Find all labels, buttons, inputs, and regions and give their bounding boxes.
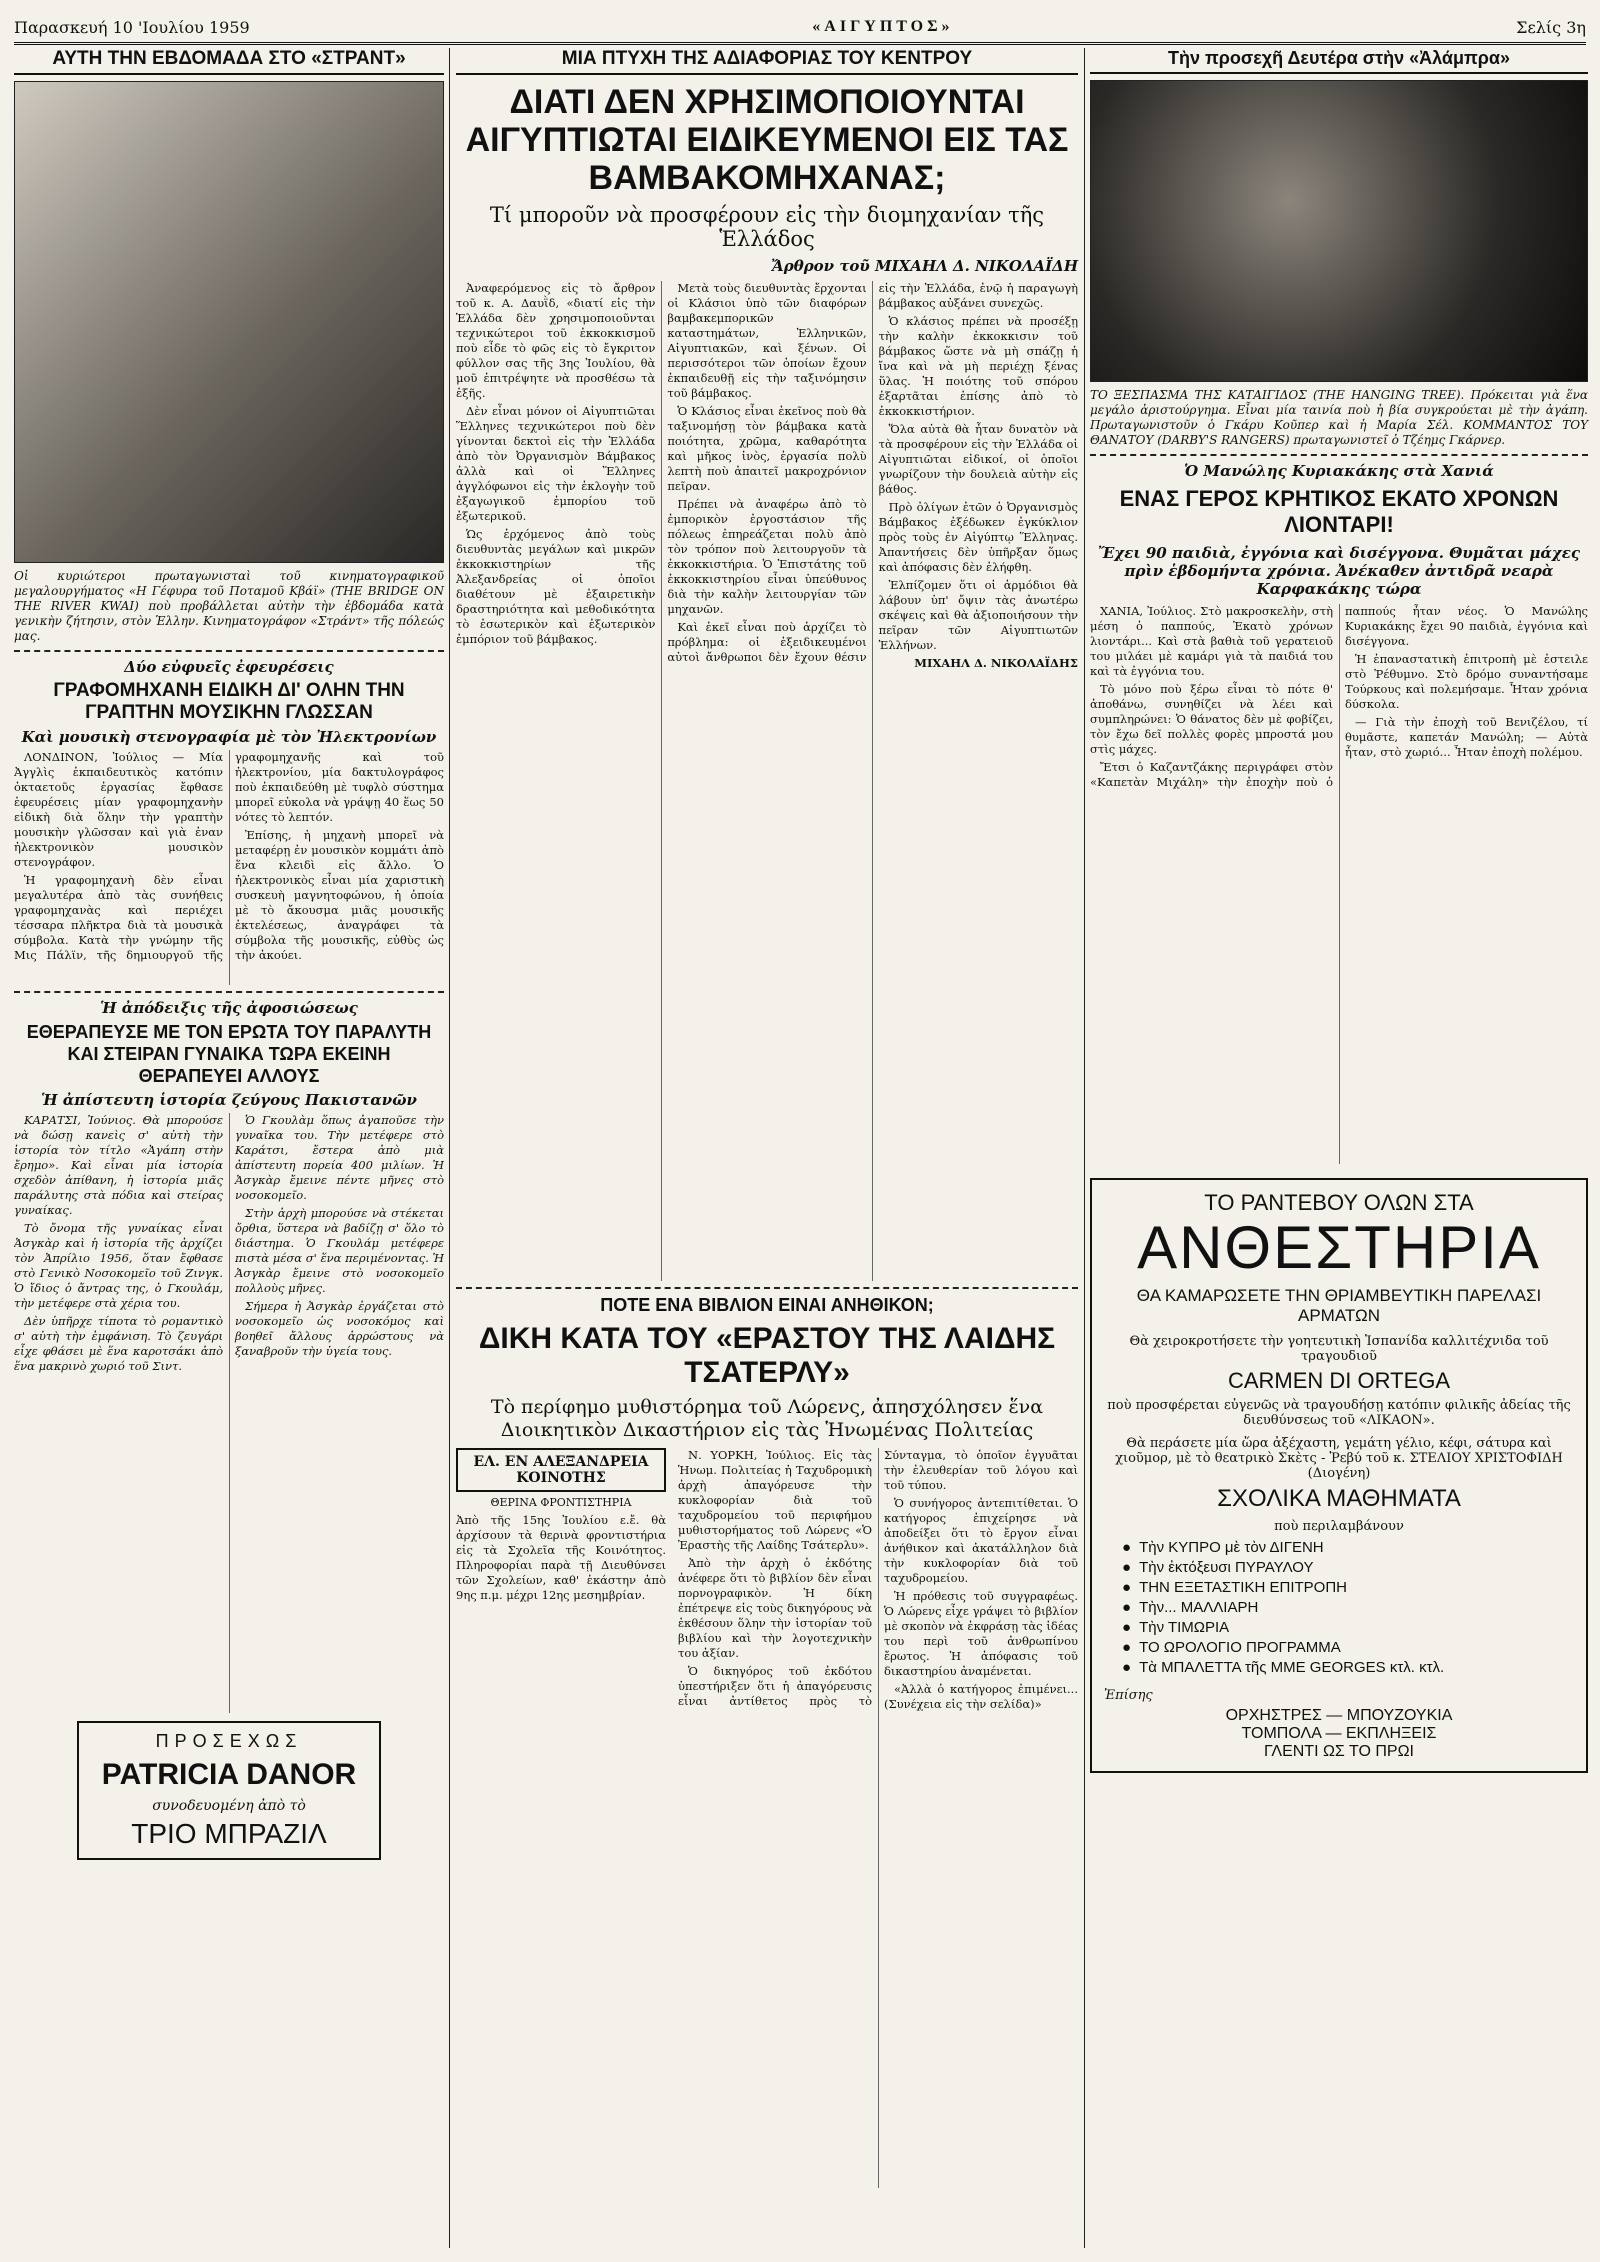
love-subheading: Ἡ ἀπίστευτη ἱστορία ζεύγους Πακιστανῶν [41, 1091, 417, 1109]
ad-line3: ποὺ προσφέρεται εὐγενῶς νὰ τραγουδήσῃ κατόπιν φιλικῆς ἀδείας τῆς διευθύνσεως τοῦ «ΛΙΚΑΟΝ». [1107, 1398, 1571, 1428]
list-item: ● Τὴν... ΜΑΛΛΙΑΡΗ [1122, 1598, 1574, 1618]
ad-line4: Θὰ περάσετε μία ὥρα ἀξέχαστη, γεμάτη γέλιο, κέφι, σάτυρα καὶ χιοῦμορ, μὲ τὸ θεατρικὸ Σκὲτς - Ῥεβύ τοῦ κ. ΣΤΕΛΙΟΥ ΧΡΙΣΤΟΦΙΔΗ (Διογένη) [1115, 1436, 1563, 1481]
paragraph: Ἀπὸ τὴν ἀρχὴ ὁ ἐκδότης ἀνέφερε ὅτι τὸ βιβλίον δὲν εἶναι πορνογραφικὸν. Ἡ δίκη ἐπέτρεψε εἰς τοὺς δικηγόρους νὰ ἐκθέσουν ὅλην τὴν ἱστορίαν τοῦ βιβλίου καὶ τὴν λογοτεχνικὴν του ἀξίαν. [678, 1556, 872, 1660]
alhambra-caption: ΤΟ ΞΕΣΠΑΣΜΑ ΤΗΣ ΚΑΤΑΙΓΙΔΟΣ (THE HANGING TREE). Πρόκειται γιὰ ἕνα μεγάλο ἀριστούργημα. Εἶναι μία ταινία ποὺ ἡ βία συγκρούεται μὲ τὴν ἀγάπη. Πρωταγωνιστοῦν ὁ Γκάρυ Κοῦπερ καὶ ἡ Μαρία Σέλ. ΚΟΜΜΑΝΤΟΣ ΤΟΥ ΘΑΝΑΤΟΥ (DARBY'S RANGERS) πρωταγωνιστεῖ ὁ Τζέημς Γκάρνερ. [1090, 388, 1588, 447]
paragraph: Ὁ Γκουλὰμ ὅπως ἀγαποῦσε τὴν γυναῖκα του. Τὴν μετέφερε στὸ Καράτσι, ἔστερα ἀπὸ μιὰ ἀπίστευτη πορεία 400 μιλίων. Ἡ Ἀσγκὰρ ἔμεινε πέντε μῆνες στὸ νοσοκομεῖο. [235, 1113, 444, 1202]
ad-also: Ἐπίσης [1104, 1688, 1153, 1703]
love-heading: ΕΘΕΡΑΠΕΥΣΕ ΜΕ ΤΟΝ ΕΡΩΤΑ ΤΟΥ ΠΑΡΑΛΥΤΗ ΚΑΙ ΣΤΕΙΡΑΝ ΓΥΝΑΙΚΑ ΤΩΡΑ ΕΚΕΙΝΗ ΘΕΡΑΠΕΥΕΙ ΑΛΛΟΥΣ [26, 1022, 432, 1086]
divider [14, 991, 444, 993]
cretan-heading: ΕΝΑΣ ΓΕΡΟΣ ΚΡΗΤΙΚΟΣ ΕΚΑΤΟ ΧΡΟΝΩΝ ΛΙΟΝΤΑΡΙ! [1119, 486, 1559, 537]
ad-top: ΤΟ ΡΑΝΤΕΒΟΥ ΟΛΩΝ ΣΤΑ [1204, 1190, 1474, 1215]
paragraph: Ὁ Κλάσιος εἶναι ἐκεῖνος ποὺ θὰ ταξινομήσῃ τὸν βάμβακα κατὰ ποιότητα, χρῶμα, καθαρότητα καὶ μῆκος ἰνὸς, ἐργασία πολὺ λεπτὴ ποὺ ἀπαιτεῖ μακροχρόνιον πεῖραν. [667, 404, 867, 493]
page-number: Σελίς 3η [1516, 17, 1586, 37]
ad-with: συνοδευομένη ἀπὸ τὸ [152, 1798, 306, 1814]
paragraph: ΧΑΝΙΑ, Ἰούλιος. Στὸ μακροσκελὴν, στὴ μέση ὁ παππούς, Ἑκατὸ χρόνων λιοντάρι... Καὶ στὰ βαθιὰ τοῦ γερατειοῦ του μιλάει μὲ καμάρι γιὰ τὰ παιδιά του καὶ τὰ ἐγγόνια του. [1090, 604, 1333, 678]
cotton-byline: Ἄρθρον τοῦ ΜΙΧΑΗΛ Δ. ΝΙΚΟΛΑΪΔΗ [771, 257, 1078, 275]
inventions-heading: ΓΡΑΦΟΜΗΧΑΝΗ ΕΙΔΙΚΗ ΔΙ' ΟΛΗΝ ΤΗΝ ΓΡΑΠΤΗΝ ΜΟΥΣΙΚΗΝ ΓΛΩΣΣΑΝ [53, 680, 405, 723]
paragraph: Σήμερα ἡ Ἀσγκὰρ ἐργάζεται στὸ νοσοκομεῖο ὡς νοσοκόμος καὶ βοηθεῖ ἄλλους ἀρρώστους νὰ ξαναβροῦν τὴν ὑγεία τους. [235, 1299, 444, 1358]
paragraph: Τὸ μόνο ποὺ ξέρω εἶναι τὸ πότε θ' ἀποθάνω, συνηθίζει νὰ λέει καὶ συμπληρώνει: Ὁ θάνατος δὲν μὲ φοβίζει, τὸν ἔχω δεῖ πολλὲς φορὲς μπροστά μου στὶς μάχες. [1090, 682, 1333, 756]
column-rule [449, 48, 450, 2248]
paragraph: Ἡ γραφομηχανὴ δὲν εἶναι μεγαλυτέρα ἀπὸ τὰς συνήθεις γραφομηχανὰς καὶ περιέχει τέσσαρα πλῆκτρα διὰ τὰ μουσικὰ σύμβολα. Κατὰ τὴν γνώμην τῆς Μις Πάλϊν, τῆς δημιουργοῦ τῆς γραφομηχανῆς καὶ τοῦ ἠλεκτρονίου, μία δακτυλογράφος ποὺ ἐκπαιδεύθη μὲ τυφλὸ σύστημα μπορεῖ εὐκολα νὰ γράψῃ 40 ἕως 50 νότες τὸ λεπτόν. [14, 750, 444, 962]
ad-footer2: ΤΟΜΠΟΛΑ — ΕΚΠΛΗΞΕΙΣ [1241, 1725, 1437, 1742]
paragraph: Ἀναφερόμενος εἰς τὸ ἄρθρον τοῦ κ. Α. Δαυῒδ, «διατί εἰς τὴν Ἑλλάδα δὲν χρησιμοποιοῦνται τεχνικώτεροι τοῦ ἐκκοκκισμοῦ ποὺ εἶδε τὸ φῶς εἰς τὸ ἔγκριτον φύλλον σας τῆς 3ης Ἰουλίου, θὰ μοῦ ἐπιτρέψητε νὰ προσθέσω τὰ ἑξῆς. [456, 281, 656, 400]
paragraph: Ἐλπίζομεν ὅτι οἱ ἁρμόδιοι θὰ λάβουν ὑπ' ὄψιν τὰς ἀνωτέρω σκέψεις καὶ θὰ ἀξιοποιήσουν τὴν πεῖραν τῶν Αἰγυπτιωτῶν Ἑλλήνων. [878, 578, 1078, 652]
danor-ad [77, 1721, 381, 1860]
paragraph: ΚΑΡΑΤΣΙ, Ἰούνιος. Θὰ μπορούσε νὰ δώσῃ κανεὶς σ' αὐτὴ τὴν ἱστορία τὸν τίτλο «Ἀγάπη στὴν ἔρημο». Καὶ εἶναι μία ἱστορία σχεδὸν ἀπίθανη, ἡ ἱστορία μιᾶς παράλυτης στὰ πόδια καὶ στείρας γυναίκας. [14, 1113, 223, 1217]
paragraph: «Ἀλλὰ ὁ κατήγορος ἐπιμένει... (Συνέχεια εἰς τὴν σελίδα)» [884, 1682, 1078, 1711]
inventions-subheading: Καὶ μουσικὴ στενογραφία μὲ τὸν Ἠλεκτρονίων [21, 728, 437, 746]
ad-sketch: ΣΧΟΛΙΚΑ ΜΑΘΗΜΑΤΑ [1217, 1485, 1461, 1512]
paragraph: ΛΟΝΔΙΝΟΝ, Ἰούλιος — Μία Ἀγγλὶς ἐκπαιδευτικὸς κατόπιν ὀκταετοῦς ἐργασίας ἔφθασε ἑφευρέσεις μίαν γραφομηχανὴν εἰδικὴ διὰ ὅλην τὴν γραπτὴν μουσικὴν γλῶσσαν καὶ γιὰ ἐναν ἠλεκτρονικὸν μουσικὸν στενογράφον. [14, 750, 223, 869]
center-column [456, 48, 1078, 2188]
alex-body: Ἀπὸ τῆς 15ης Ἰουλίου ε.ἔ. θὰ ἀρχίσουν τὰ θερινὰ φροντιστήρια εἰς τὰ Σχολεῖα τῆς Κοινότητος. Πληροφορίαι παρὰ τῇ Διευθύνσει τῶν Σχολείων, καθ' ἑκάστην ἀπὸ 9ης π.μ. μέχρι 12ης μεσημβρίαν. [456, 1513, 666, 1602]
ad-footer3: ΓΛΕΝΤΙ ΩΣ ΤΟ ΠΡΩΙ [1264, 1743, 1414, 1760]
lady-kicker: ΠΟΤΕ ΕΝΑ ΒΙΒΛΙΟΝ ΕΙΝΑΙ ΑΝΗΘΙΚΟΝ; [600, 1295, 934, 1315]
list-item: ● Τὰ ΜΠΑΛΕΤΤΑ τῆς ΜΜΕ GEORGES κτλ. κτλ. [1122, 1658, 1574, 1678]
divider [456, 1287, 1078, 1289]
paragraph: Ὁ κλάσιος πρέπει νὰ προσέξῃ τὴν καλὴν ἐκκοκκισιν τοῦ βάμβακος ὥστε νὰ μὴ σπάζῃ ἡ ἴνα καὶ νὰ μὴ περιέχῃ ξένας ὕλας. Ἡ ποιότης τοῦ σπόρου ἐξαρτᾶται ἐπίσης ἀπὸ τὸ ἐκκοκκιστήριον. [878, 314, 1078, 418]
column-rule [1084, 48, 1085, 2248]
masthead [14, 12, 1586, 45]
strand-heading: ΑΥΤΗ ΤΗΝ ΕΒΔΟΜΑΔΑ ΣΤΟ «ΣΤΡΑΝΤ» [14, 48, 444, 75]
lady-area [456, 1448, 1078, 2188]
paragraph: Ἡ ἐπαναστατικὴ ἐπιτροπὴ μὲ ἐστειλε στὸ Ῥέθυμνο. Στὸ δρόμο συναντήσαμε Τούρκους καὶ πολεμήσαμε. Ἦταν χρόνια δύσκολα. [1345, 652, 1588, 711]
list-item: ● Τὴν ΚΥΠΡΟ μὲ τὸν ΔΙΓΕΝΗ [1122, 1538, 1574, 1558]
right-column [1090, 48, 1588, 1773]
cotton-subhead: Τί μποροῦν νὰ προσφέρουν εἰς τὴν διομηχανίαν τῆς Ἑλλάδος [489, 203, 1045, 251]
ad-line2: Θὰ χειροκροτήσετε τὴν γοητευτικὴ Ἱσπανίδα καλλιτέχνιδα τοῦ τραγουδιοῦ [1129, 1334, 1549, 1364]
cotton-body [456, 281, 1078, 1281]
paragraph: Ἔτσι ὁ Καζαντζάκης περιγράφει στὸν «Καπετὰν Μιχάλη» τὴν ἐποχὴν ποὺ ὁ παππούς ἦταν νέος. Ὁ Μανώλης Κυριακάκης ἔχει 90 παιδιὰ, ἐγγόνια καὶ δισέγγονα. [1090, 604, 1588, 789]
paragraph: — Γιὰ τὴν ἐποχὴ τοῦ Βενιζέλου, τί θυμᾶστε, καπετάν Μανώλη; — Αὐτὰ ἦταν, στὸ χωριό... Ἦταν ἐποχὴ πολέμου. [1345, 715, 1588, 759]
inventions-kicker: Δύο εὐφυεῖς ἐφευρέσεις [124, 658, 334, 676]
signature: ΜΙΧΑΗΛ Δ. ΝΙΚΟΛΑΪΔΗΣ [914, 656, 1078, 670]
paragraph: Δὲν εἶναι μόνον οἱ Αἰγυπτιῶται Ἕλληνες τεχνικώτεροι ποὺ δὲν γίνονται δεκτοὶ εἰς τὴν Ἑλλάδα ἀπὸ τὸν Ὀργανισμὸν Βάμβακος ἀλλὰ καὶ οἱ Ἕλληνες ἀγγλόφωνοι εἰς τὴν ἐκλογὴν τοῦ ἐξαγωγικοῦ ἐμπορίου τοῦ ἐξωτερικοῦ. [456, 404, 656, 523]
alex-heading: ΕΛ. ΕΝ ΑΛΕΞΑΝΔΡΕΙΑ ΚΟΙΝΟΤΗΣ [456, 1448, 666, 1492]
paragraph: Ἡ πρόθεσις τοῦ συγγραφέως. Ὁ Λώρενς εἶχε γράψει τὸ βιβλίον μὲ σκοπὸν νὰ ἐκφράσῃ τὰς ἰδέας του περὶ τοῦ ἀνθρωπίνου ἔρωτος. Ἡ ἀπόφασις τοῦ δικαστηρίου ἀναμένεται. [884, 1589, 1078, 1678]
list-item: ● Τὴν ΤΙΜΩΡΙΑ [1122, 1618, 1574, 1638]
divider [14, 650, 444, 652]
ad-title: ΑΝΘΕΣΤΗΡΙΑ [1137, 1214, 1541, 1281]
paragraph: Ἐπίσης, ἡ μηχανὴ μπορεῖ νὰ μεταφέρῃ ἐν μουσικὸν κομμάτι ἀπὸ ἕνα κλειδὶ εἰς ἄλλο. Ὁ ἠλεκτρονικὸς εἶναι μία χαριστικὴ συσκευὴ μαγνητοφώνου, ἡ ὁποία μὲ τὸ ἄκουσμα μιᾶς μουσικῆς ἐκτελέσεως, ἀναγράφει τὰ σύμβολα τῆς μουσικῆς, εὐθὺς ὡς τὴν ἀκούει. [235, 828, 444, 962]
lady-subhead: Τὸ περίφημο μυθιστόρημα τοῦ Λώρενς, ἀπησχόλησεν ἕνα Διοικητικὸν Δικαστήριον εἰς τὰς Ἡνωμένας Πολιτείας [490, 1396, 1044, 1441]
paragraph: Ν. ΥΟΡΚΗ, Ἰούλιος. Εἰς τὰς Ἡνωμ. Πολιτείας ἡ Ταχυδρομικὴ ἀρχὴ ἀπαγόρευσε τὴν κυκλοφορίαν διὰ τοῦ ταχυδρομείου τοῦ περιφήμου μυθιστορήματος τοῦ Λώρενς «Ὁ Ἐραστὴς τῆς Λαίδης Τσάτερλυ». [678, 1448, 872, 1552]
lady-headline: ΔΙΚΗ ΚΑΤΑ ΤΟΥ «ΕΡΑΣΤΟΥ ΤΗΣ ΛΑΙΔΗΣ ΤΣΑΤΕΡΛΥ» [478, 1322, 1056, 1389]
strand-caption: Οἱ κυριώτεροι πρωταγωνισταὶ τοῦ κινηματογραφικοῦ μεγαλουργήματος «Η Γέφυρα τοῦ Ποταμοῦ Κβάϊ» (THE BRIDGE ON THE RIVER KWAI) ποὺ προβάλλεται αὐτὴν τὴν ἑβδομάδα κατὰ γενικὴν ζήτησιν, στὸν Ἑλλην. Κινηματογράφον «Στράντ» τῆς πόλεώς μας. [14, 569, 444, 643]
paragraph: Ὁ δικηγόρος τοῦ ἐκδότου ὑπεστήριξεν ὅτι ἡ ἀπαγόρευσις εἶναι ἀντίθετος πρὸς τὸ Σύνταγμα, τὸ ὁποῖον ἐγγυᾶται τὴν ἐλευθερίαν τοῦ λόγου καὶ τοῦ τύπου. [678, 1448, 1078, 1708]
cretan-kicker: Ὁ Μανώλης Κυριακάκης στὰ Χανιά [1184, 462, 1494, 480]
ad-top: ΠΡΟΣΕΧΩΣ [155, 1731, 303, 1751]
list-item: ● ΤΟ ΩΡΟΛΟΓΙΟ ΠΡΟΓΡΑΜΜΑ [1122, 1638, 1574, 1658]
paragraph: Μετὰ τοὺς διευθυντὰς ἔρχονται οἱ Κλάσιοι ὑπὸ τῶν διαφόρων βαμβακεμπορικῶν καταστημάτων, Ἑλληνικῶν, Αἰγυπτιακῶν, καὶ ξένων. Οἱ περισσότεροι τῶν ὁποίων ἔχουν ἐκπαιδευθῇ εἰς τὴν ταξινόμησιν τοῦ βάμβακος. [667, 281, 867, 400]
paper-name: «ΑΙΓΥΠΤΟΣ» [812, 18, 954, 35]
inventions-body [14, 750, 444, 985]
list-item: ● ΤΗΝ ΕΞΕΤΑΣΤΙΚΗ ΕΠΙΤΡΟΠΗ [1122, 1578, 1574, 1598]
hanging-tree-still [1090, 80, 1588, 382]
list-item: ● Τὴν ἐκτόξευσι ΠΥΡΑΥΛΟΥ [1122, 1558, 1574, 1578]
paragraph: Ὅλα αὐτὰ θὰ ἦταν δυνατὸν νὰ τὰ προσφέρουν εἰς τὴν Ἑλλάδα οἱ Αἰγυπτιῶται εἰδικοί, οἱ ὁποῖοι γνωρίζουν τὴν δουλειὰ αὐτὴν εἰς βάθος. [878, 422, 1078, 496]
anthestiria-ad [1090, 1178, 1588, 1773]
alhambra-heading: Τὴν προσεχῆ Δευτέρα στὴν «Ἀλάμπρα» [1090, 48, 1588, 74]
lady-body [678, 1448, 1078, 2188]
ad-trio: ΤΡΙΟ ΜΠΡΑΖΙΛ [131, 1818, 327, 1849]
cretan-body [1090, 604, 1588, 1164]
alex-sub: ΘΕΡΙΝΑ ΦΡΟΝΤΙΣΤΗΡΙΑ [490, 1496, 632, 1509]
cotton-kicker: ΜΙΑ ΠΤΥΧΗ ΤΗΣ ΑΔΙΑΦΟΡΙΑΣ ΤΟΥ ΚΕΝΤΡΟΥ [456, 48, 1078, 75]
divider [1090, 454, 1588, 456]
paragraph: Δὲν ὑπῆρχε τίποτα τὸ ρομαντικὸ σ' αὐτὴ τὴν ἐμφάνιση. Τὸ ζευγάρι εἶχε φθάσει μὲ ἕνα καροτσάκι ἀπὸ ἕνα μακρινὸ χωριό τοῦ Σιντ. [14, 1314, 223, 1373]
issue-date: Παρασκευή 10 'Ιουλίου 1959 [14, 17, 250, 37]
cotton-headline: ΔΙΑΤΙ ΔΕΝ ΧΡΗΣΙΜΟΠΟΙΟΥΝΤΑΙ ΑΙΓΥΠΤΙΩΤΑΙ ΕΙΔΙΚΕΥΜΕΝΟΙ ΕΙΣ ΤΑΣ ΒΑΜΒΑΚΟΜΗΧΑΝΑΣ; [465, 83, 1069, 197]
film-still-photo [14, 81, 444, 563]
ad-footer1: ΟΡΧΗΣΤΡΕΣ — ΜΠΟΥΖΟΥΚΙΑ [1225, 1707, 1453, 1724]
paragraph: Πρὸ ὀλίγων ἐτῶν ὁ Ὀργανισμὸς Βάμβακος ἐξέδωκεν ἐγκύκλιον πρὸς τοὺς ἐν Αἰγύπτῳ Ἕλληνας. Ἀπαντήσεις δὲν ὑπῆρξαν ὅμως καὶ ἀπόφασις δὲν ἐλήφθη. [878, 500, 1078, 574]
ad-carmen: CARMEN DI ORTEGA [1227, 1368, 1451, 1393]
ad-list [1122, 1538, 1574, 1678]
alex-community-box [456, 1448, 666, 2188]
paragraph: Ὁ συνήγορος ἀντεπιτίθεται. Ὁ κατήγορος ἐπιχείρησε νὰ ἀποδείξει ὅτι τὸ ἔργον εἶναι ἀνήθικον καὶ ἀκατάλληλον διὰ τὴν κυκλοφορίαν διὰ τοῦ ταχυδρομείου. [884, 1496, 1078, 1585]
love-body [14, 1113, 444, 1713]
paragraph: Τὸ ὄνομα τῆς γυναίκας εἶναι Ἀσγκὰρ καὶ ἡ ἱστορία τῆς ἀρχίζει τὸν Ἀπρίλιο 1956, ὅταν ἔφθασε στὸ Γενικὸ Νοσοκομεῖο τοῦ Ζινγκ. Ὁ ἴδιος ὁ ἄντρας της, ὁ Γκουλάμ, τὴν μετέφερε στὰ χέρια του. [14, 1221, 223, 1310]
left-column [14, 48, 444, 1860]
paragraph: Ὡς ἐρχόμενος ἀπὸ τοὺς διευθυντὰς μεγάλων καὶ μικρῶν ἐκκοκκιστηρίων τῆς Ἀλεξανδρείας οἱ ὁποῖοι διαθέτουν μὲ ἐξαιρετικὴν δραστηριότητα καὶ μεθοδικότητα τὸ ἐσωτερικὸν καὶ ἐξωτερικὸν ἐμπόριον τοῦ βάμβακος. [456, 527, 656, 646]
ad-artist: PATRICIA DANOR [101, 1758, 357, 1791]
paragraph: Στὴν ἀρχὴ μπορούσε νὰ στέκεται ὄρθια, ὕστερα νὰ βαδίζῃ σ' ὅλο τὸ διάστημα. Ὁ Γκουλάμ μετέφερε πιστὰ μέσα σ' ἕνα περιμένοντας. Ἡ Ἀσγκὰρ ἔμεινε στὸ νοσοκομεῖο πολλοὺς μῆνες. [235, 1206, 444, 1295]
love-kicker: Ἡ ἀπόδειξις τῆς ἀφοσιώσεως [100, 999, 358, 1017]
ad-includes: ποὺ περιλαμβάνουν [1274, 1519, 1404, 1534]
paragraph: Καὶ ἐκεῖ εἶναι ποὺ ἀρχίζει τὸ πρόβλημα: οἱ ἐξειδικευμένοι αὐτοὶ ἄνθρωποι δὲν ἔχουν θέσιν εἰς τὴν Ἑλλάδα, ἐνῷ ἡ παραγωγὴ βάμβακος αὐξάνει συνεχῶς. [667, 281, 1078, 664]
cretan-sub: Ἔχει 90 παιδιὰ, ἐγγόνια καὶ δισέγγονα. Θυμᾶται μάχες πρὶν ἑβδομήντα χρόνια. Ἀνέκαθεν ἀντιδρᾶ νεαρὰ Καρφακάκης τώρα [1097, 544, 1580, 598]
paragraph: Πρέπει νὰ ἀναφέρω ἀπὸ τὸ ἐμπορικὸν ἐργοστάσιον τῆς πόλεως ἐπηρεάζεται πολὺ ἀπὸ τὸν τρόπον ποὺ λειτουργοῦν τὰ ἐκκοκκιστήρια. Ὁ Ἐπιστάτης τοῦ ἐκκοκκιστηρίου εἶναι ὑπεύθυνος διὰ τὴν καλὴν λειτουργίαν τῶν μηχανῶν. [667, 497, 867, 616]
ad-line1: ΘΑ ΚΑΜΑΡΩΣΕΤΕ ΤΗΝ ΘΡΙΑΜΒΕΥΤΙΚΗ ΠΑΡΕΛΑΣΙ ΑΡΜΑΤΩΝ [1136, 1286, 1542, 1325]
